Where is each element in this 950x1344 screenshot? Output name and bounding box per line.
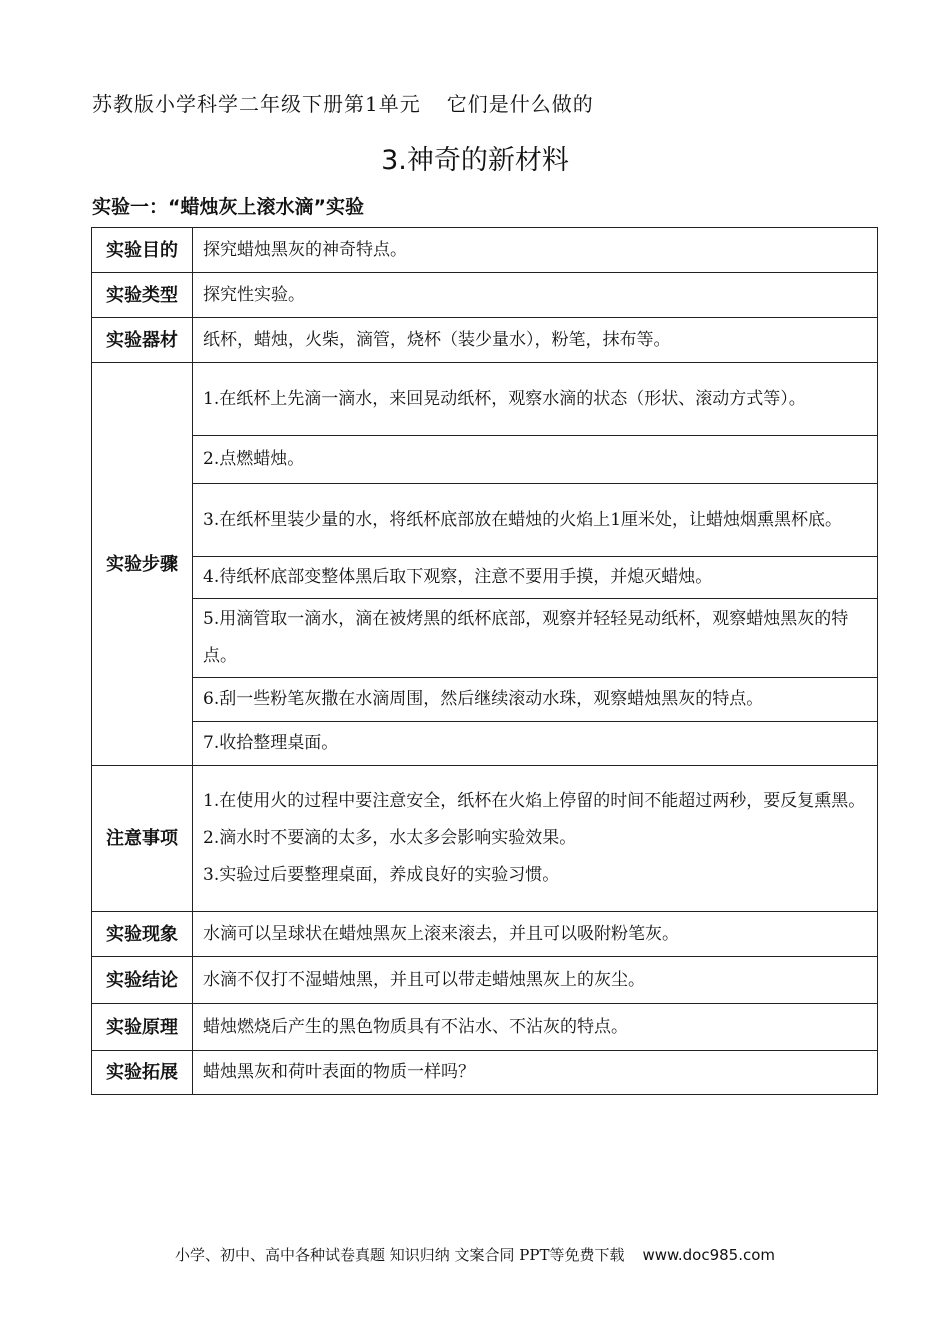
experiment-title: 实验一：“蜡烛灰上滚水滴”实验 [92, 196, 364, 218]
notes-cell [193, 766, 878, 912]
note-item: 1.在使用火的过程中要注意安全，纸杯在火焰上停留的时间不能超过两秒，要反复熏黑。 [203, 791, 866, 811]
row-label-notes: 注意事项 [92, 766, 193, 912]
unit-label: 苏教版小学科学二年级下册第1单元 [92, 92, 421, 116]
step-item: 7.收拾整理桌面。 [193, 722, 878, 766]
experiment-table [91, 227, 878, 1095]
topic-label: 它们是什么做的 [446, 92, 594, 116]
table-row [92, 436, 878, 484]
table-row [92, 318, 878, 363]
note-item: 2.滴水时不要滴的太多，水太多会影响实验效果。 [203, 828, 577, 848]
row-value-materials: 纸杯，蜡烛，火柴，滴管，烧杯（装少量水），粉笔，抹布等。 [193, 318, 878, 363]
table-row [92, 1051, 878, 1095]
table-row [92, 1004, 878, 1051]
table-row [92, 722, 878, 766]
row-label-conclusion: 实验结论 [92, 957, 193, 1004]
step-item: 4.待纸杯底部变整体黑后取下观察，注意不要用手摸，并熄灭蜡烛。 [193, 557, 878, 599]
page-footer [0, 1244, 950, 1265]
table-row [92, 484, 878, 557]
row-value-type: 探究性实验。 [193, 273, 878, 318]
row-value-purpose: 探究蜡烛黑灰的神奇特点。 [193, 228, 878, 273]
row-value-extension: 蜡烛黑灰和荷叶表面的物质一样吗？ [193, 1051, 878, 1095]
table-row [92, 363, 878, 436]
step-item: 3.在纸杯里装少量的水，将纸杯底部放在蜡烛的火焰上1厘米处，让蜡烛烟熏黑杯底。 [193, 484, 878, 557]
table-row [92, 557, 878, 599]
table-row [92, 273, 878, 318]
footer-url[interactable]: www.doc985.com [642, 1246, 776, 1264]
row-label-extension: 实验拓展 [92, 1051, 193, 1095]
row-label-phenomenon: 实验现象 [92, 912, 193, 957]
row-label-principle: 实验原理 [92, 1004, 193, 1051]
page-title: 3.神奇的新材料 [381, 145, 569, 176]
row-label-materials: 实验器材 [92, 318, 193, 363]
row-label-type: 实验类型 [92, 273, 193, 318]
step-item: 2.点燃蜡烛。 [193, 436, 878, 484]
table-row [92, 228, 878, 273]
table-row [92, 912, 878, 957]
table-row [92, 678, 878, 722]
row-value-conclusion: 水滴不仅打不湿蜡烛黑，并且可以带走蜡烛黑灰上的灰尘。 [193, 957, 878, 1004]
row-label-steps: 实验步骤 [92, 363, 193, 766]
footer-text: 小学、初中、高中各种试卷真题 知识归纳 文案合同 PPT等免费下载 [174, 1246, 625, 1264]
step-item: 1.在纸杯上先滴一滴水，来回晃动纸杯，观察水滴的状态（形状、滚动方式等）。 [193, 363, 878, 436]
row-label-purpose: 实验目的 [92, 228, 193, 273]
table-row [92, 766, 878, 912]
table-row [92, 599, 878, 678]
document-header [92, 88, 594, 117]
row-value-principle: 蜡烛燃烧后产生的黑色物质具有不沾水、不沾灰的特点。 [193, 1004, 878, 1051]
step-item: 5.用滴管取一滴水，滴在被烤黑的纸杯底部，观察并轻轻晃动纸杯，观察蜡烛黑灰的特点。 [193, 599, 878, 678]
note-item: 3.实验过后要整理桌面，养成良好的实验习惯。 [203, 865, 560, 885]
row-value-phenomenon: 水滴可以呈球状在蜡烛黑灰上滚来滚去，并且可以吸附粉笔灰。 [193, 912, 878, 957]
step-item: 6.刮一些粉笔灰撒在水滴周围，然后继续滚动水珠，观察蜡烛黑灰的特点。 [193, 678, 878, 722]
table-row [92, 957, 878, 1004]
